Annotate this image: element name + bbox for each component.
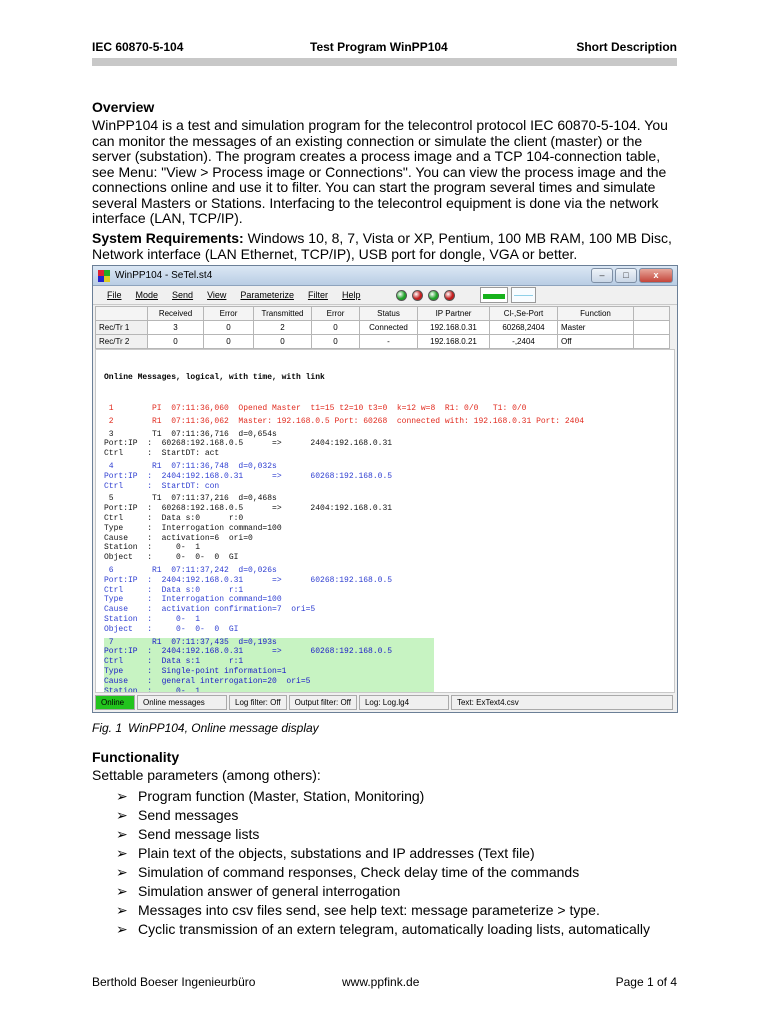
- feature-list: [116, 787, 650, 939]
- functionality-intro: Settable parameters (among others):: [92, 767, 321, 783]
- menu-bar: [93, 286, 677, 305]
- col-header: [634, 307, 670, 321]
- col-header[interactable]: IP Partner: [418, 307, 490, 321]
- log-line: Type : Interrogation command=100: [104, 595, 282, 605]
- window-controls: [591, 268, 673, 283]
- log-line: Object : 0- 0- 0 GI: [104, 624, 239, 634]
- table-cell: [634, 321, 670, 335]
- footer-company: Berthold Boeser Ingenieurbüro: [92, 975, 256, 989]
- table-cell: Connected: [360, 321, 418, 335]
- row-label: Rec/Tr 2: [96, 335, 148, 349]
- status-bar: [95, 695, 675, 710]
- table-cell: 0: [312, 335, 360, 349]
- system-requirements: [92, 231, 682, 262]
- log-line: 2 R1 07:11:36,062 Master: 192.168.0.5 Port: 60268 connected with: 192.168.0.31 Port: 2404: [104, 416, 585, 426]
- list-item: [116, 787, 650, 806]
- table-cell: 192.168.0.31: [418, 321, 490, 335]
- table-cell: 3: [148, 321, 204, 335]
- log-message[interactable]: [104, 430, 666, 459]
- status-text-file: Text: ExText4.csv: [451, 695, 673, 710]
- bullet-arrow-icon: ➢: [116, 883, 128, 899]
- log-line: 3 T1 07:11:36,716 d=0,654s: [104, 429, 277, 439]
- table-cell: -,2404: [490, 335, 558, 349]
- log-message[interactable]: [104, 417, 666, 427]
- log-line: [104, 657, 666, 667]
- log-heading: Online Messages, logical, with time, with link: [104, 372, 325, 382]
- menu-mode[interactable]: Mode: [135, 290, 159, 300]
- menu-file[interactable]: File: [107, 290, 122, 300]
- minimize-button[interactable]: –: [591, 268, 613, 283]
- table-cell: 0: [254, 335, 312, 349]
- bullet-arrow-icon: ➢: [116, 845, 128, 861]
- list-item: [116, 844, 650, 863]
- log-message[interactable]: [104, 494, 666, 563]
- log-line: Station : 0- 1: [104, 614, 201, 624]
- status-log-filter: Log filter: Off: [229, 695, 287, 710]
- log-line: 5 T1 07:11:37,216 d=0,468s: [104, 494, 277, 504]
- col-header[interactable]: Received: [148, 307, 204, 321]
- line-indicator-icon: [511, 287, 536, 303]
- footer-page-number: Page 1 of 4: [615, 975, 677, 989]
- window-title: WinPP104 - SeTel.st4: [115, 270, 213, 281]
- bullet-arrow-icon: ➢: [116, 826, 128, 842]
- footer-url[interactable]: www.ppfink.de: [342, 975, 420, 989]
- log-line: Port:IP : 60268:192.168.0.5 => 2404:192.168.0.31: [104, 439, 393, 449]
- col-header[interactable]: Transmitted: [254, 307, 312, 321]
- log-line: [104, 647, 666, 657]
- col-header: [96, 307, 148, 321]
- log-line: [104, 687, 666, 694]
- log-line: [104, 667, 666, 677]
- online-message-log[interactable]: [95, 349, 675, 693]
- log-line: Cause : activation=6 ori=0: [104, 533, 253, 543]
- led-icon: [412, 290, 423, 301]
- table-cell: Master: [558, 321, 634, 335]
- bullet-arrow-icon: ➢: [116, 864, 128, 880]
- status-online: Online: [95, 695, 135, 710]
- led-icon: [396, 290, 407, 301]
- traffic-indicator-icon: [480, 287, 508, 303]
- figure-text: WinPP104, Online message display: [128, 721, 319, 735]
- col-header[interactable]: Status: [360, 307, 418, 321]
- menu-items: [107, 290, 374, 300]
- log-line: 6 R1 07:11:37,242 d=0,026s: [104, 565, 277, 575]
- menu-help[interactable]: Help: [341, 290, 361, 300]
- overview-title: Overview: [92, 99, 155, 115]
- window-titlebar: [93, 266, 677, 286]
- bullet-arrow-icon: ➢: [116, 807, 128, 823]
- row-label: Rec/Tr 1: [96, 321, 148, 335]
- log-line: Ctrl : Data s:0 r:1: [104, 585, 244, 595]
- log-line: [104, 677, 666, 687]
- table-header-row: [96, 307, 670, 321]
- status-mode: Online messages: [137, 695, 227, 710]
- figure-caption: [92, 721, 325, 735]
- log-line: Station : 0- 1: [104, 543, 201, 553]
- list-item: [116, 825, 650, 844]
- col-header[interactable]: Error: [312, 307, 360, 321]
- log-line: Ctrl : Data s:0 r:0: [104, 513, 244, 523]
- log-line: [104, 638, 666, 648]
- log-body: [104, 404, 666, 693]
- header-title: Test Program WinPP104: [310, 40, 448, 54]
- log-line: Type : Interrogation command=100: [104, 523, 282, 533]
- log-line-text: Cause : general interrogation=20 ori=5: [104, 677, 434, 687]
- log-line: 4 R1 07:11:36,748 d=0,032s: [104, 461, 277, 471]
- log-line: Cause : activation confirmation=7 ori=5: [104, 605, 316, 615]
- list-item: [116, 920, 650, 939]
- log-line: Port:IP : 2404:192.168.0.31 => 60268:192.168.0.5: [104, 471, 393, 481]
- list-item-text: Simulation of command responses, Check delay time of the commands: [138, 864, 580, 880]
- system-requirements-text: Windows 10, 8, 7, Vista or XP, Pentium, 100 MB RAM, 100 MB Disc, Network interface (LAN Ethernet, TCP/IP), USB port for dongle, VGA or better.: [92, 230, 672, 262]
- header-divider: [92, 58, 677, 66]
- table-cell: [634, 335, 670, 349]
- log-line: Port:IP : 2404:192.168.0.31 => 60268:192.168.0.5: [104, 575, 393, 585]
- page-header: [92, 40, 677, 56]
- functionality-title: Functionality: [92, 749, 180, 765]
- table-cell: 2: [254, 321, 312, 335]
- log-line: Port:IP : 60268:192.168.0.5 => 2404:192.168.0.31: [104, 504, 393, 514]
- bullet-arrow-icon: ➢: [116, 921, 128, 937]
- list-item: [116, 901, 650, 920]
- col-header[interactable]: Cl-,Se-Port: [490, 307, 558, 321]
- log-message[interactable]: [104, 462, 666, 491]
- connection-table: [95, 306, 670, 349]
- log-line: Ctrl : StartDT: con: [104, 481, 220, 491]
- table-cell: Off: [558, 335, 634, 349]
- close-button[interactable]: x: [639, 268, 673, 283]
- bullet-arrow-icon: ➢: [116, 788, 128, 804]
- table-cell: 192.168.0.21: [418, 335, 490, 349]
- status-leds: [396, 290, 455, 301]
- status-output-filter: Output filter: Off: [289, 695, 357, 710]
- log-line: Ctrl : StartDT: act: [104, 449, 220, 459]
- list-item-text: Plain text of the objects, substations and IP addresses (Text file): [138, 845, 535, 861]
- log-message[interactable]: [104, 404, 666, 414]
- list-item: [116, 863, 650, 882]
- list-item-text: Messages into csv files send, see help text: message parameterize > type.: [138, 902, 600, 918]
- log-line-text: Type : Single-point information=1: [104, 667, 434, 677]
- log-line-text: 7 R1 07:11:37,435 d=0,193s: [104, 638, 434, 648]
- list-item: [116, 882, 650, 901]
- list-item-text: Program function (Master, Station, Monitoring): [138, 788, 425, 804]
- menu-view[interactable]: View: [207, 290, 227, 300]
- overview-text: WinPP104 is a test and simulation program for the telecontrol protocol IEC 60870-5-104. You can monitor the messages of an existing connection or simulate the client (master) or the server (substation). The program creates a process image and a TCP 104-connection table, see Menu: "View > Process image or Connections". You can view the process image and the connections online and use it to filter. You can start the program several times and simulate several Masters or Stations. Interfacing to the telecontrol equipment is done via the network interface (LAN, TCP/IP).: [92, 117, 668, 226]
- menu-parameterize[interactable]: Parameterize: [240, 290, 294, 300]
- log-message[interactable]: [104, 566, 666, 635]
- led-icon: [444, 290, 455, 301]
- table-cell: 60268,2404: [490, 321, 558, 335]
- log-message[interactable]: [104, 638, 666, 693]
- app-icon: [98, 270, 110, 282]
- list-item-text: Send message lists: [138, 826, 260, 842]
- table-row[interactable]: [96, 321, 670, 335]
- app-window-screenshot: [92, 265, 678, 713]
- bullet-arrow-icon: ➢: [116, 902, 128, 918]
- table-row[interactable]: [96, 335, 670, 349]
- maximize-button[interactable]: □: [615, 268, 637, 283]
- header-standard: IEC 60870-5-104: [92, 40, 184, 54]
- figure-number: Fig. 1: [92, 721, 123, 735]
- table-cell: 0: [204, 335, 254, 349]
- led-icon: [428, 290, 439, 301]
- list-item: [116, 806, 650, 825]
- log-line: Object : 0- 0- 0 GI: [104, 553, 239, 563]
- list-item-text: Send messages: [138, 807, 239, 823]
- table-cell: -: [360, 335, 418, 349]
- list-item-text: Simulation answer of general interrogation: [138, 883, 401, 899]
- log-line-text: Port:IP : 2404:192.168.0.31 => 60268:192.168.0.5: [104, 647, 434, 657]
- menu-send[interactable]: Send: [172, 290, 194, 300]
- list-item-text: Cyclic transmission of an extern telegram, automatically loading lists, automatically: [138, 921, 650, 937]
- table-cell: 0: [312, 321, 360, 335]
- menu-filter[interactable]: Filter: [307, 290, 328, 300]
- col-header[interactable]: Function: [558, 307, 634, 321]
- header-doc-type: Short Description: [576, 40, 677, 54]
- status-log-file: Log: Log.lg4: [359, 695, 449, 710]
- col-header[interactable]: Error: [204, 307, 254, 321]
- table-cell: 0: [204, 321, 254, 335]
- system-requirements-label: System Requirements:: [92, 230, 244, 246]
- table-cell: 0: [148, 335, 204, 349]
- log-line-text: Ctrl : Data s:1 r:1: [104, 657, 434, 667]
- log-line: 1 PI 07:11:36,060 Opened Master t1=15 t2=10 t3=0 k=12 w=8 R1: 0/0 T1: 0/0: [104, 403, 527, 413]
- log-line-text: Station : 0- 1: [104, 687, 434, 694]
